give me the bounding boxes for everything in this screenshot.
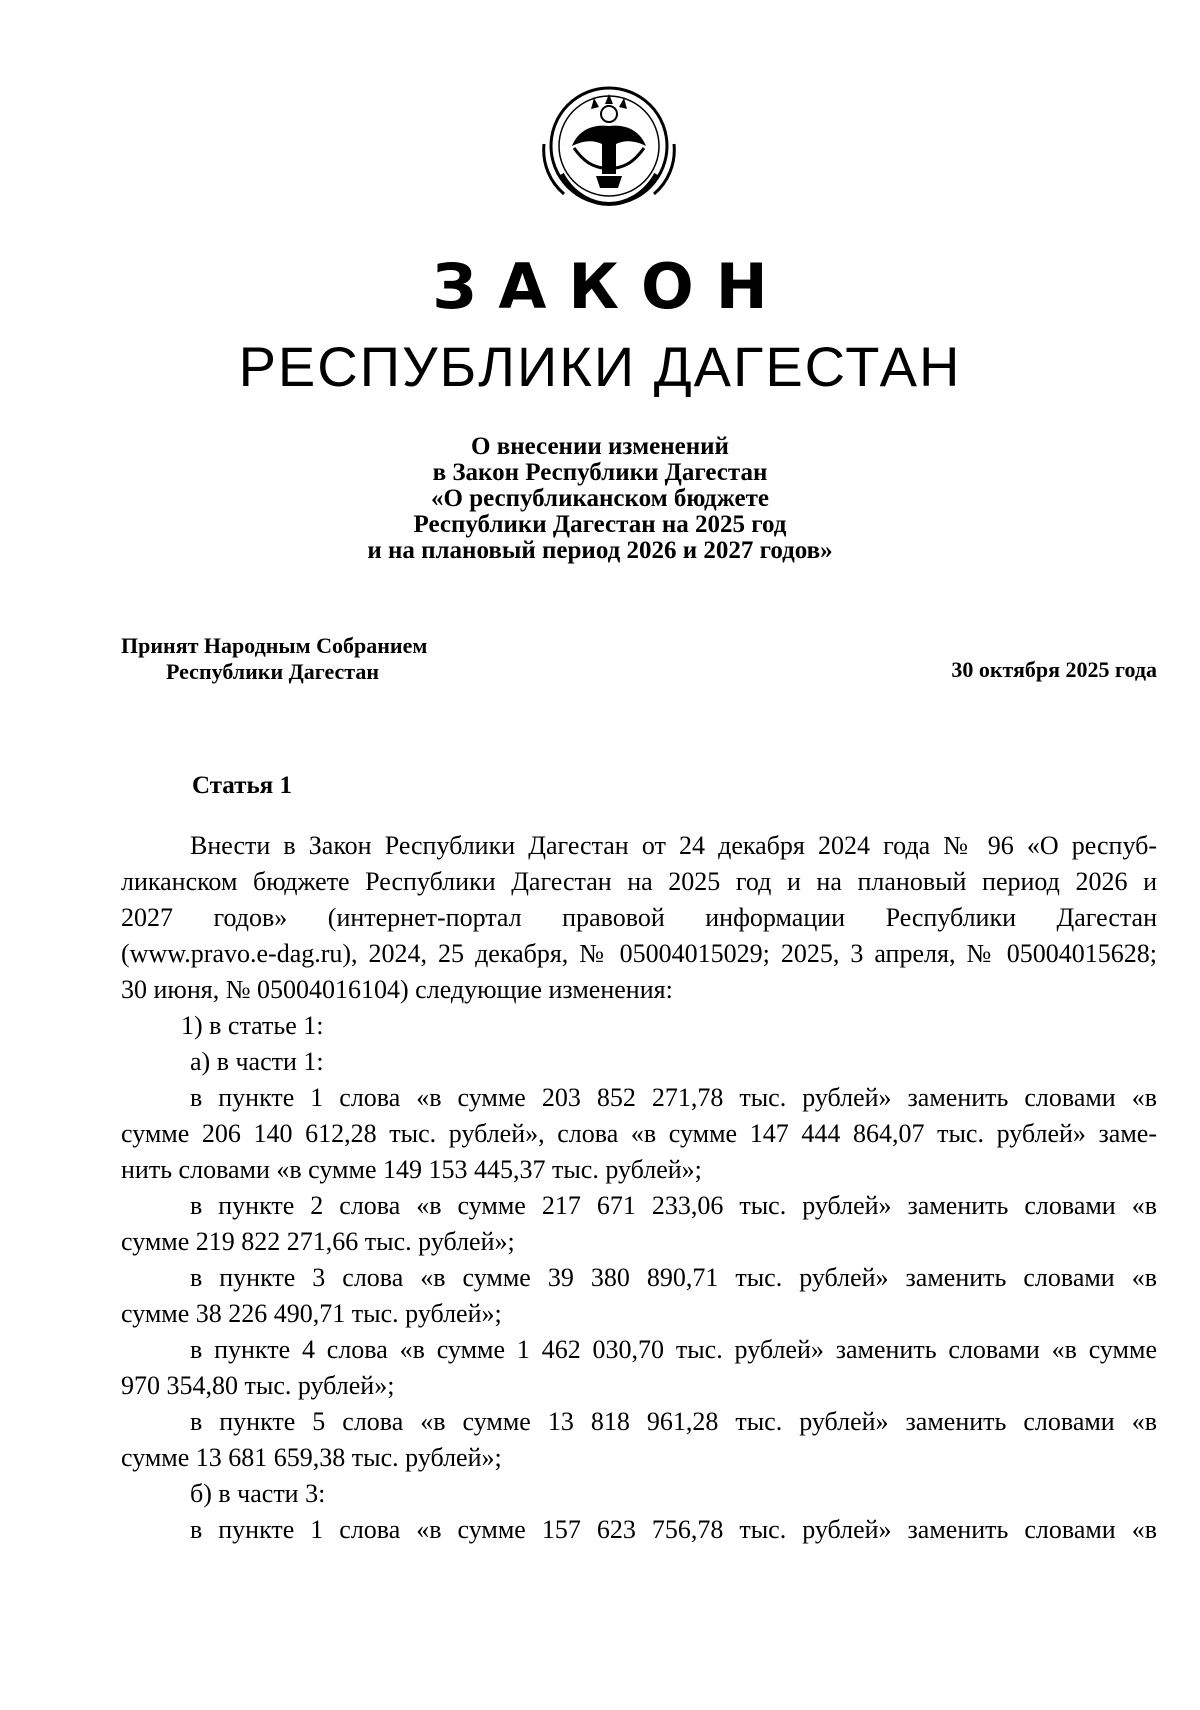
body-line: в пункте 1 слова «в сумме 157 623 756,78 тыс. рублей» заменить словами «в	[190, 1515, 1157, 1544]
body-line: б) в части 3:	[190, 1479, 326, 1508]
body-line: ликанском бюджете Республики Дагестан на 2025 год и на плановый период 2026 и	[121, 867, 1157, 896]
body-line: 30 июня, № 05004016104) следующие изменения:	[121, 975, 673, 1004]
law-republic: РЕСПУБЛИКИ ДАГЕСТАН	[238, 335, 962, 398]
article-body	[121, 828, 1157, 1548]
adopted-by	[121, 633, 427, 685]
body-line: сумме 219 822 271,66 тыс. рублей»;	[121, 1227, 515, 1256]
body-line: 970 354,80 тыс. рублей»;	[121, 1371, 395, 1400]
adopted-line: Принят Народным Собранием	[121, 633, 428, 658]
law-title: ЗАКОН	[432, 250, 790, 323]
body-line: а) в части 1:	[190, 1047, 324, 1076]
subject-line: О внесении изменений	[471, 433, 729, 460]
body-line: в пункте 3 слова «в сумме 39 380 890,71 тыс. рублей» заменить словами «в	[190, 1263, 1157, 1292]
body-line: 1) в статье 1:	[181, 1011, 324, 1040]
body-line: в пункте 4 слова «в сумме 1 462 030,70 тыс. рублей» заменить словами «в сумме	[190, 1335, 1157, 1364]
coat-of-arms-icon	[534, 84, 684, 212]
article-heading: Статья 1	[192, 772, 292, 799]
subject-line: «О республиканском бюджете	[431, 485, 769, 512]
body-line: в пункте 2 слова «в сумме 217 671 233,06 тыс. рублей» заменить словами «в	[190, 1191, 1157, 1220]
body-line: нить словами «в сумме 149 153 445,37 тыс. рублей»;	[121, 1155, 702, 1184]
adopted-line: Республики Дагестан	[166, 659, 380, 684]
body-line: сумме 13 681 659,38 тыс. рублей»;	[121, 1443, 502, 1472]
body-line: Внести в Закон Республики Дагестан от 24 декабря 2024 года № 96 «О респуб-	[190, 831, 1157, 860]
subject-line: и на плановый период 2026 и 2027 годов»	[367, 537, 833, 564]
subject-line: Республики Дагестан на 2025 год	[413, 511, 787, 538]
subject-line: в Закон Республики Дагестан	[432, 459, 768, 486]
body-line: в пункте 1 слова «в сумме 203 852 271,78 тыс. рублей» заменить словами «в	[190, 1083, 1157, 1112]
body-line: сумме 206 140 612,28 тыс. рублей», слова «в сумме 147 444 864,07 тыс. рублей» заме-	[121, 1119, 1157, 1148]
body-line: (www.pravo.e-dag.ru), 2024, 25 декабря, № 05004015029; 2025, 3 апреля, № 05004015628;	[121, 939, 1157, 968]
law-subject	[0, 434, 1200, 564]
body-line: сумме 38 226 490,71 тыс. рублей»;	[121, 1299, 502, 1328]
body-line: в пункте 5 слова «в сумме 13 818 961,28 тыс. рублей» заменить словами «в	[190, 1407, 1157, 1436]
adoption-date: 30 октября 2025 года	[951, 657, 1157, 682]
body-line: 2027 годов» (интернет-портал правовой информации Республики Дагестан	[121, 903, 1157, 932]
